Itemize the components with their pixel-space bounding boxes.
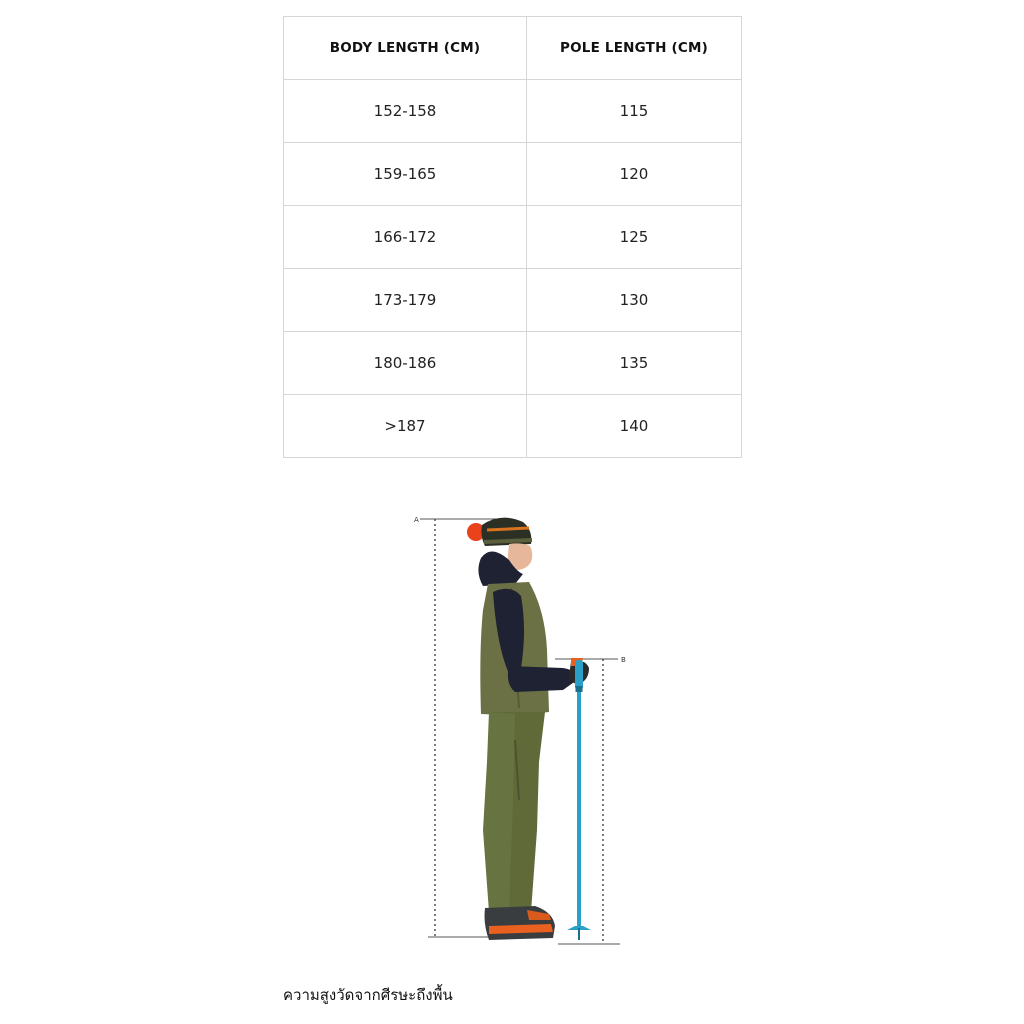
measurement-illustration (283, 500, 741, 962)
pole-length-cell: 130 (527, 269, 742, 332)
pole-length-header: POLE LENGTH (CM) (527, 17, 742, 80)
table-row (284, 143, 742, 206)
body-length-cell: 166-172 (284, 206, 527, 269)
pole-length-cell: 120 (527, 143, 742, 206)
table-row (284, 206, 742, 269)
table-row (284, 80, 742, 143)
pole-length-cell: 140 (527, 395, 742, 458)
pole-length-cell: 115 (527, 80, 742, 143)
body-length-cell: 173-179 (284, 269, 527, 332)
pole-length-cell: 125 (527, 206, 742, 269)
marker-b-label: B (621, 656, 626, 664)
table-header-row (284, 17, 742, 80)
body-length-cell: 159-165 (284, 143, 527, 206)
table-row (284, 395, 742, 458)
measurement-caption: ความสูงวัดจากศีรษะถึงพื้น (283, 986, 453, 1004)
table-row (284, 269, 742, 332)
body-length-header: BODY LENGTH (CM) (284, 17, 527, 80)
pole-size-table (283, 16, 742, 458)
body-length-cell: >187 (284, 395, 527, 458)
skier-icon (467, 518, 591, 940)
table-row (284, 332, 742, 395)
pole-length-cell: 135 (527, 332, 742, 395)
body-length-cell: 152-158 (284, 80, 527, 143)
marker-a-label: A (414, 516, 419, 524)
body-length-cell: 180-186 (284, 332, 527, 395)
pole-height-dimension (555, 656, 626, 944)
